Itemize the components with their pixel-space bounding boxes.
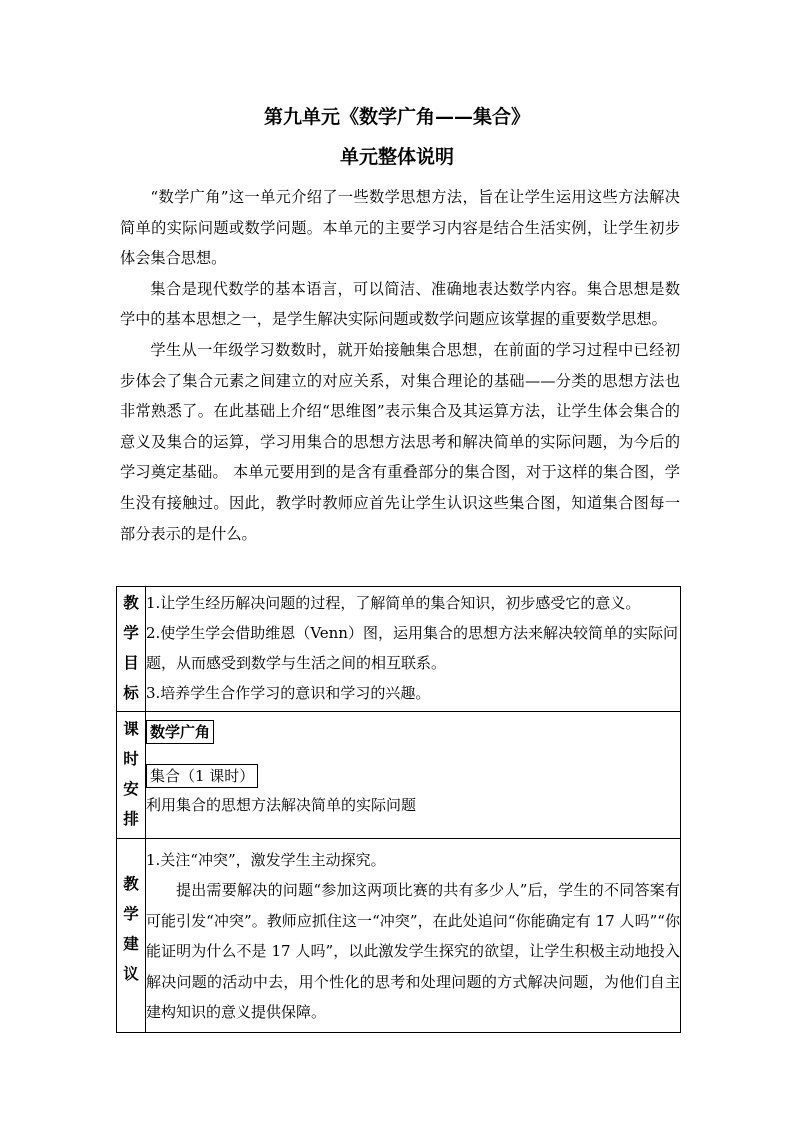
goals-label-cell [117,587,146,712]
advice-heading: 1.关注“冲突”，激发学生主动探究。 [146,851,386,869]
lesson-box: 集合（1 课时） [146,764,258,788]
advice-content-cell [146,839,681,1033]
goal-item: 2.使学生学会借助维恩（Venn）图，运用集合的思想方法来解决较简单的实际问题，从而感受到数学与生活之间的相互联系。 [146,624,678,672]
lesson-topic: 利用集合的思想方法解决简单的实际问题 [146,796,417,814]
schedule-label-char: 排 [123,809,139,828]
table-row-goals [117,587,681,712]
goals-label-char: 学 [123,623,139,642]
paragraph: “数学广角”这一单元介绍了一些数学思想方法，旨在让学生运用这些方法解决简单的实际问题或数学问题。本单元的主要学习内容是结合生活实例，让学生初步体会集合思想。 [120,188,680,268]
page-subtitle: 单元整体说明 [339,146,454,168]
advice-label-cell [117,839,146,1033]
unit-info-table [116,586,681,1033]
page-title: 第九单元《数学广角——集合》 [263,106,530,128]
advice-body: 提出需要解决的问题“参加这两项比赛的共有多少人”后，学生的不同答案有可能引发“冲突”。教师应抓住这一“冲突”，在此处追问“你能确定有 17 人吗”“你能证明为什么不是 17 人吗”，以此激发学生探究的欲望，让学生积极主动地投入解决问题的活动中去，用个性化的思考和处理问题的方式解决问题，为他们自主建构知识的意义提供保障。 [146,881,680,1021]
advice-label-char: 教 [123,874,139,893]
advice-label-char: 建 [123,934,139,953]
advice-label-char: 学 [123,904,139,923]
goals-content-cell [146,587,681,712]
goal-item: 1.让学生经历解决问题的过程，了解简单的集合知识，初步感受它的意义。 [146,594,641,612]
unit-name-box: 数学广角 [146,720,214,744]
schedule-content-cell [146,712,681,839]
schedule-label-char: 时 [123,749,139,768]
goal-item: 3.培养学生合作学习的意识和学习的兴趣。 [146,684,431,702]
table-row-schedule [117,712,681,839]
schedule-label-char: 安 [123,779,139,798]
paragraph: 学生从一年级学习数数时，就开始接触集合思想，在前面的学习过程中已经初步体会了集合元素之间建立的对应关系，对集合理论的基础——分类的思想方法也非常熟悉了。在此基础上介绍“思维图”表示集合及其运算方法，让学生体会集合的意义及集合的运算，学习用集合的思想方法思考和解决简单的实际问题，为今后的学习奠定基础。 本单元要用到的是含有重叠部分的集合图，对于这样的集合图，学生没有接触过。因此，教学时教师应首先让学生认识这些集合图，知道集合图每一部分表示的是什么。 [120,340,680,543]
goals-label-char: 教 [123,593,139,612]
paragraph: 集合是现代数学的基本语言，可以简洁、准确地表达数学内容。集合思想是数学中的基本思想之一，是学生解决实际问题或数学问题应该掌握的重要数学思想。 [120,279,680,329]
table-row-advice [117,839,681,1033]
unit-description [120,182,680,549]
schedule-label-cell [117,712,146,839]
goals-label-char: 标 [123,683,139,702]
advice-label-char: 议 [123,964,139,983]
goals-label-char: 目 [123,653,139,672]
schedule-label-char: 课 [123,719,139,738]
